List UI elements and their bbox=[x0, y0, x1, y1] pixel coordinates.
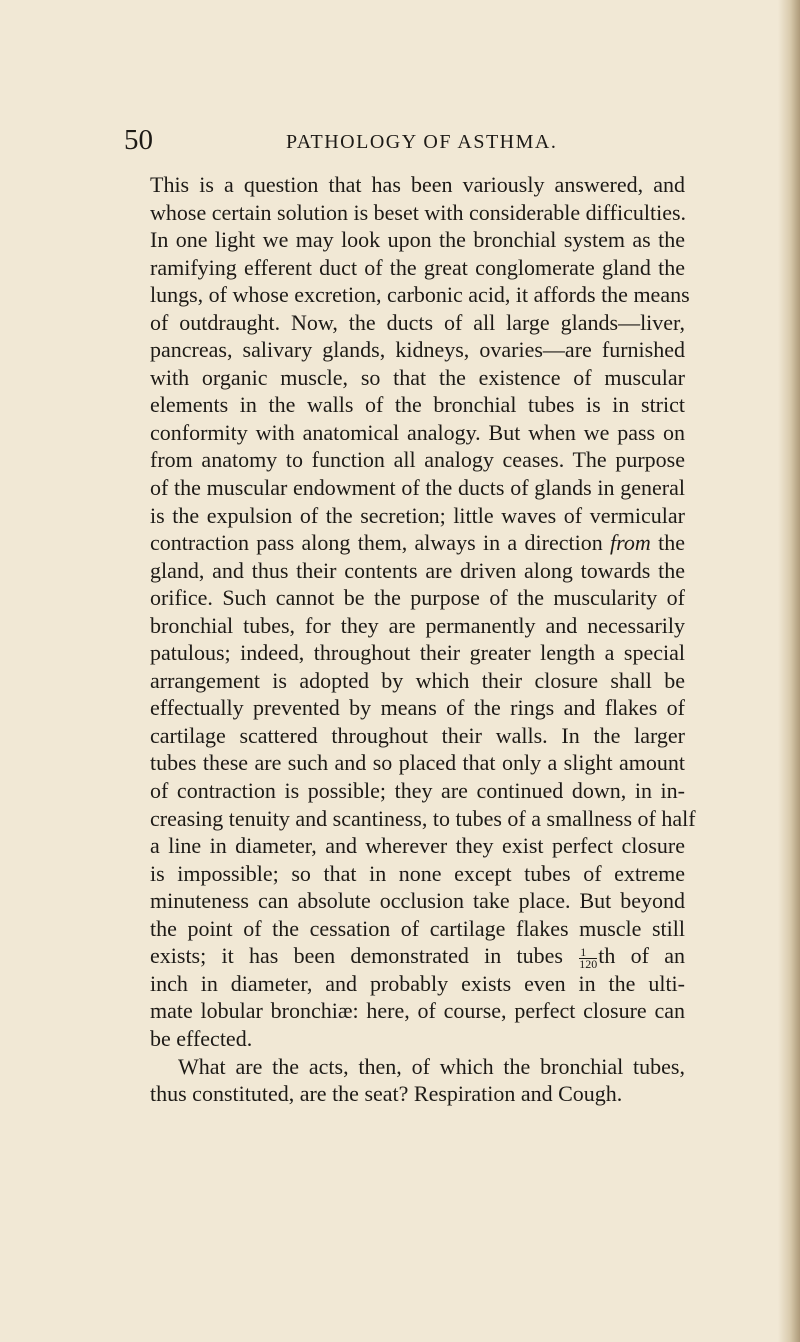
text-line: This is a question that has been variously answered, and bbox=[150, 172, 685, 197]
body-text bbox=[150, 171, 696, 1108]
text-line: of the muscular endowment of the ducts of glands in general bbox=[150, 475, 685, 501]
text-segment: contraction pass along them, always in a direction bbox=[150, 530, 611, 556]
text-line: gland, and thus their contents are driven along towards the bbox=[150, 557, 685, 583]
page-header bbox=[124, 122, 684, 162]
text-line: minuteness can absolute occlusion take place. But beyond bbox=[150, 888, 685, 914]
text-line: is impossible; so that in none except tubes of extreme bbox=[150, 860, 685, 886]
text-line: inch in diameter, and probably exists even in the ulti- bbox=[150, 970, 685, 996]
text-segment: th of an bbox=[598, 943, 686, 969]
text-line: effectually prevented by means of the rings and flakes of bbox=[150, 695, 685, 721]
text-line-with-fraction bbox=[150, 942, 685, 970]
text-line: What are the acts, then, of which the bronchial tubes, bbox=[178, 1053, 685, 1079]
text-line: of contraction is possible; they are continued down, in in- bbox=[150, 778, 685, 804]
page-number: 50 bbox=[124, 124, 153, 156]
running-head: PATHOLOGY OF ASTHMA. bbox=[286, 131, 558, 153]
text-line: arrangement is adopted by which their closure shall be bbox=[150, 667, 685, 693]
text-line: the point of the cessation of cartilage flakes muscle still bbox=[150, 915, 685, 941]
text-line: pancreas, salivary glands, kidneys, ovaries—are furnished bbox=[150, 337, 685, 363]
text-line: tubes these are such and so placed that only a slight amount bbox=[150, 750, 685, 776]
text-line: In one light we may look upon the bronchial system as the bbox=[150, 227, 685, 253]
page-edge-shadow bbox=[778, 0, 800, 1342]
italic-word: from bbox=[610, 530, 651, 556]
text-line: lungs, of whose excretion, carbonic acid, it affords the means bbox=[150, 282, 690, 308]
text-line: cartilage scattered throughout their walls. In the larger bbox=[150, 722, 685, 748]
text-line: orifice. Such cannot be the purpose of the muscularity of bbox=[150, 585, 685, 611]
text-line: patulous; indeed, throughout their greater length a special bbox=[150, 640, 685, 666]
text-line: mate lobular bronchiæ: here, of course, perfect closure can bbox=[150, 998, 685, 1024]
text-line: creasing tenuity and scantiness, to tubes of a smallness of half bbox=[150, 805, 696, 831]
text-line: a line in diameter, and wherever they exist perfect closure bbox=[150, 833, 685, 859]
text-line: of outdraught. Now, the ducts of all large glands—liver, bbox=[150, 309, 685, 335]
text-line: bronchial tubes, for they are permanently and necessarily bbox=[150, 612, 685, 638]
text-line-with-italic bbox=[150, 529, 685, 557]
text-line: conformity with anatomical analogy. But when we pass on bbox=[150, 419, 685, 445]
text-line: thus constituted, are the seat? Respiration and Cough. bbox=[150, 1081, 623, 1107]
text-line: whose certain solution is beset with considerable difficulties. bbox=[150, 199, 687, 225]
text-segment: exists; it has been demonstrated in tubes bbox=[150, 943, 579, 969]
fraction bbox=[579, 944, 598, 971]
text-line: from anatomy to function all analogy ceases. The purpose bbox=[150, 447, 685, 473]
text-line: elements in the walls of the bronchial tubes is in strict bbox=[150, 392, 685, 418]
text-line: be effected. bbox=[150, 1025, 253, 1051]
fraction-numerator: 1 bbox=[579, 947, 597, 959]
text-line: ramifying efferent duct of the great conglomerate gland the bbox=[150, 254, 685, 280]
text-line: with organic muscle, so that the existence of muscular bbox=[150, 364, 685, 390]
text-line: is the expulsion of the secretion; little waves of vermicular bbox=[150, 502, 685, 528]
fraction-denominator: 120 bbox=[579, 956, 598, 971]
text-segment: the bbox=[650, 530, 685, 556]
